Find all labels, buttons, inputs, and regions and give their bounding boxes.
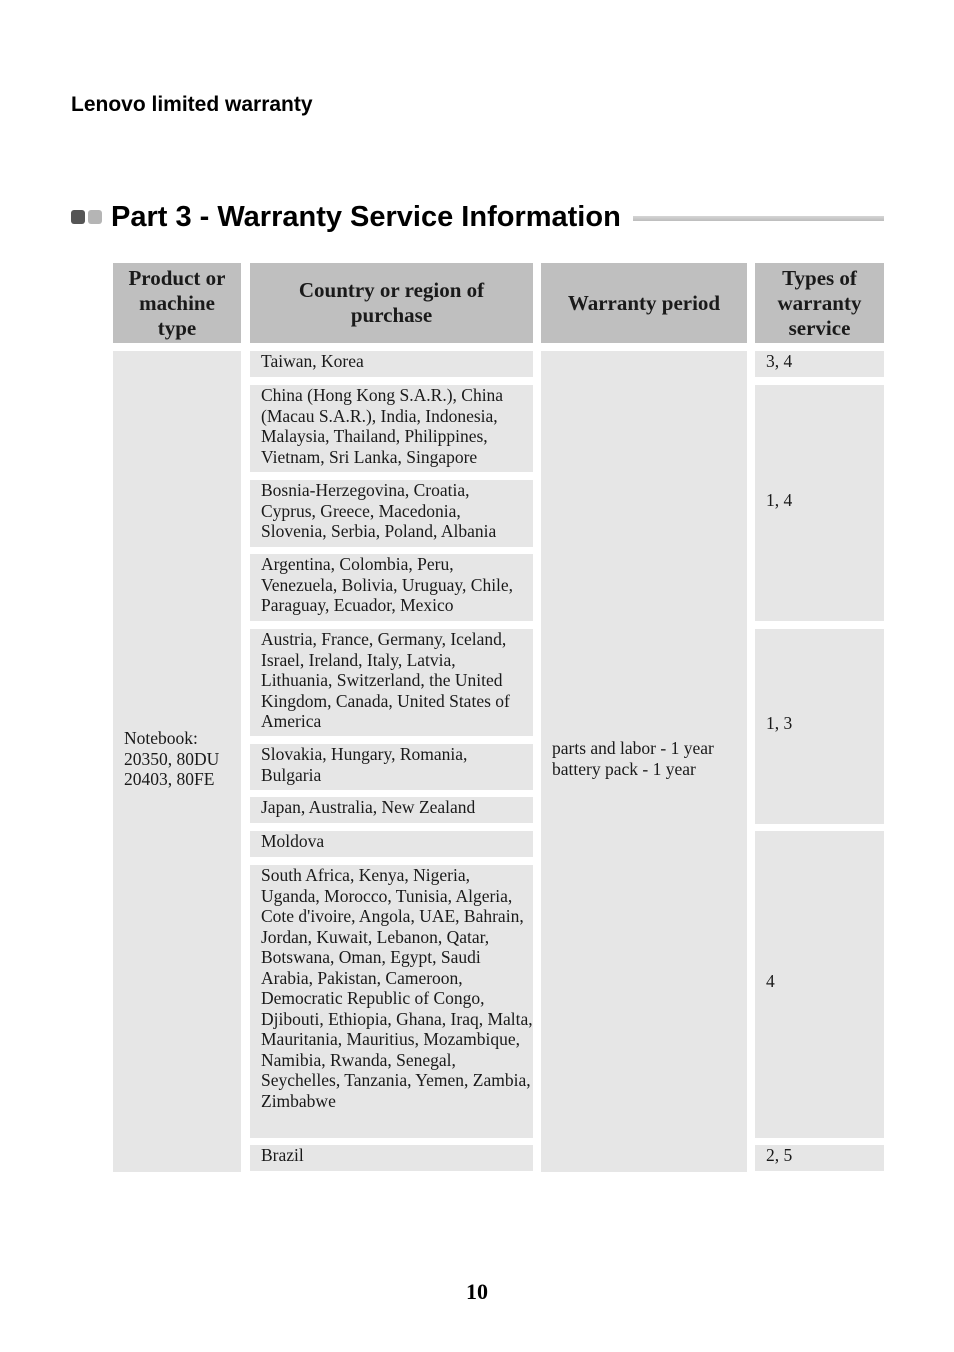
page-number: 10 bbox=[466, 1279, 488, 1304]
service-type-text: 1, 4 bbox=[766, 490, 793, 510]
title-rule bbox=[633, 216, 884, 221]
product-text: Notebook: 20350, 80DU 20403, 80FE bbox=[124, 728, 220, 789]
country-cell bbox=[250, 831, 533, 857]
country-text: Slovakia, Hungary, Romania, Bulgaria bbox=[261, 744, 468, 785]
warranty-period-cell bbox=[541, 351, 747, 1172]
header-types: Types of warranty service bbox=[755, 263, 884, 343]
country-text: Moldova bbox=[261, 831, 325, 851]
running-head: Lenovo limited warranty bbox=[71, 93, 313, 116]
country-text: Bosnia-Herzegovina, Croatia, Cyprus, Greece, Macedonia, Slovenia, Serbia, Poland, Albania bbox=[261, 480, 497, 541]
country-cell bbox=[250, 480, 533, 547]
section-title: Part 3 - Warranty Service Information bbox=[111, 200, 621, 233]
header-product: Product or machine type bbox=[113, 263, 241, 343]
product-cell bbox=[113, 351, 241, 1172]
header-period: Warranty period bbox=[541, 263, 747, 343]
country-cell bbox=[250, 554, 533, 621]
country-cell bbox=[250, 744, 533, 790]
country-cell bbox=[250, 865, 533, 1138]
country-text: South Africa, Kenya, Nigeria, Uganda, Morocco, Tunisia, Algeria, Cote d'ivoire, Angola, UAE, Bahrain, Jordan, Kuwait, Lebanon, Qatar, Botswana, Oman, Egypt, Saudi Arabia, Pakistan, Cameroon, Democratic Republic of Congo, Djibouti, Ethiopia, Ghana, Iraq, Malta, Mauritania, Mauritius, Mozambique, Namibia, Rwanda, Senegal, Seychelles, Tanzania, Yemen, Zambia, Zimbabwe bbox=[261, 865, 533, 1111]
country-text: Brazil bbox=[261, 1145, 304, 1165]
country-text: Japan, Australia, New Zealand bbox=[261, 797, 476, 817]
country-text: Austria, France, Germany, Iceland, Israel, Ireland, Italy, Latvia, Lithuania, Switzerland, the United Kingdom, Canada, United States of America bbox=[261, 629, 510, 731]
section-bullet-icon bbox=[71, 210, 102, 224]
country-text: China (Hong Kong S.A.R.), China (Macau S.A.R.), India, Indonesia, Malaysia, Thailand, Philippines, Vietnam, Sri Lanka, Singapore bbox=[261, 385, 504, 467]
country-cell bbox=[250, 385, 533, 472]
country-cell bbox=[250, 351, 533, 377]
country-text: Taiwan, Korea bbox=[261, 351, 364, 371]
country-cell bbox=[250, 1145, 533, 1171]
service-type-text: 1, 3 bbox=[766, 713, 793, 733]
service-type-cell bbox=[755, 831, 884, 1138]
header-country: Country or region of purchase bbox=[250, 263, 533, 343]
service-type-cell bbox=[755, 351, 884, 377]
service-type-cell bbox=[755, 629, 884, 824]
country-cell bbox=[250, 629, 533, 736]
warranty-period-text: parts and labor - 1 year battery pack - 1 year bbox=[552, 738, 714, 779]
country-cell bbox=[250, 797, 533, 823]
service-type-cell bbox=[755, 1145, 884, 1171]
service-type-text: 3, 4 bbox=[766, 351, 793, 371]
country-text: Argentina, Colombia, Peru, Venezuela, Bolivia, Uruguay, Chile, Paraguay, Ecuador, Mexico bbox=[261, 554, 514, 615]
service-type-cell bbox=[755, 385, 884, 621]
section-heading bbox=[71, 195, 884, 239]
service-type-text: 2, 5 bbox=[766, 1145, 793, 1165]
service-type-text: 4 bbox=[766, 971, 775, 991]
